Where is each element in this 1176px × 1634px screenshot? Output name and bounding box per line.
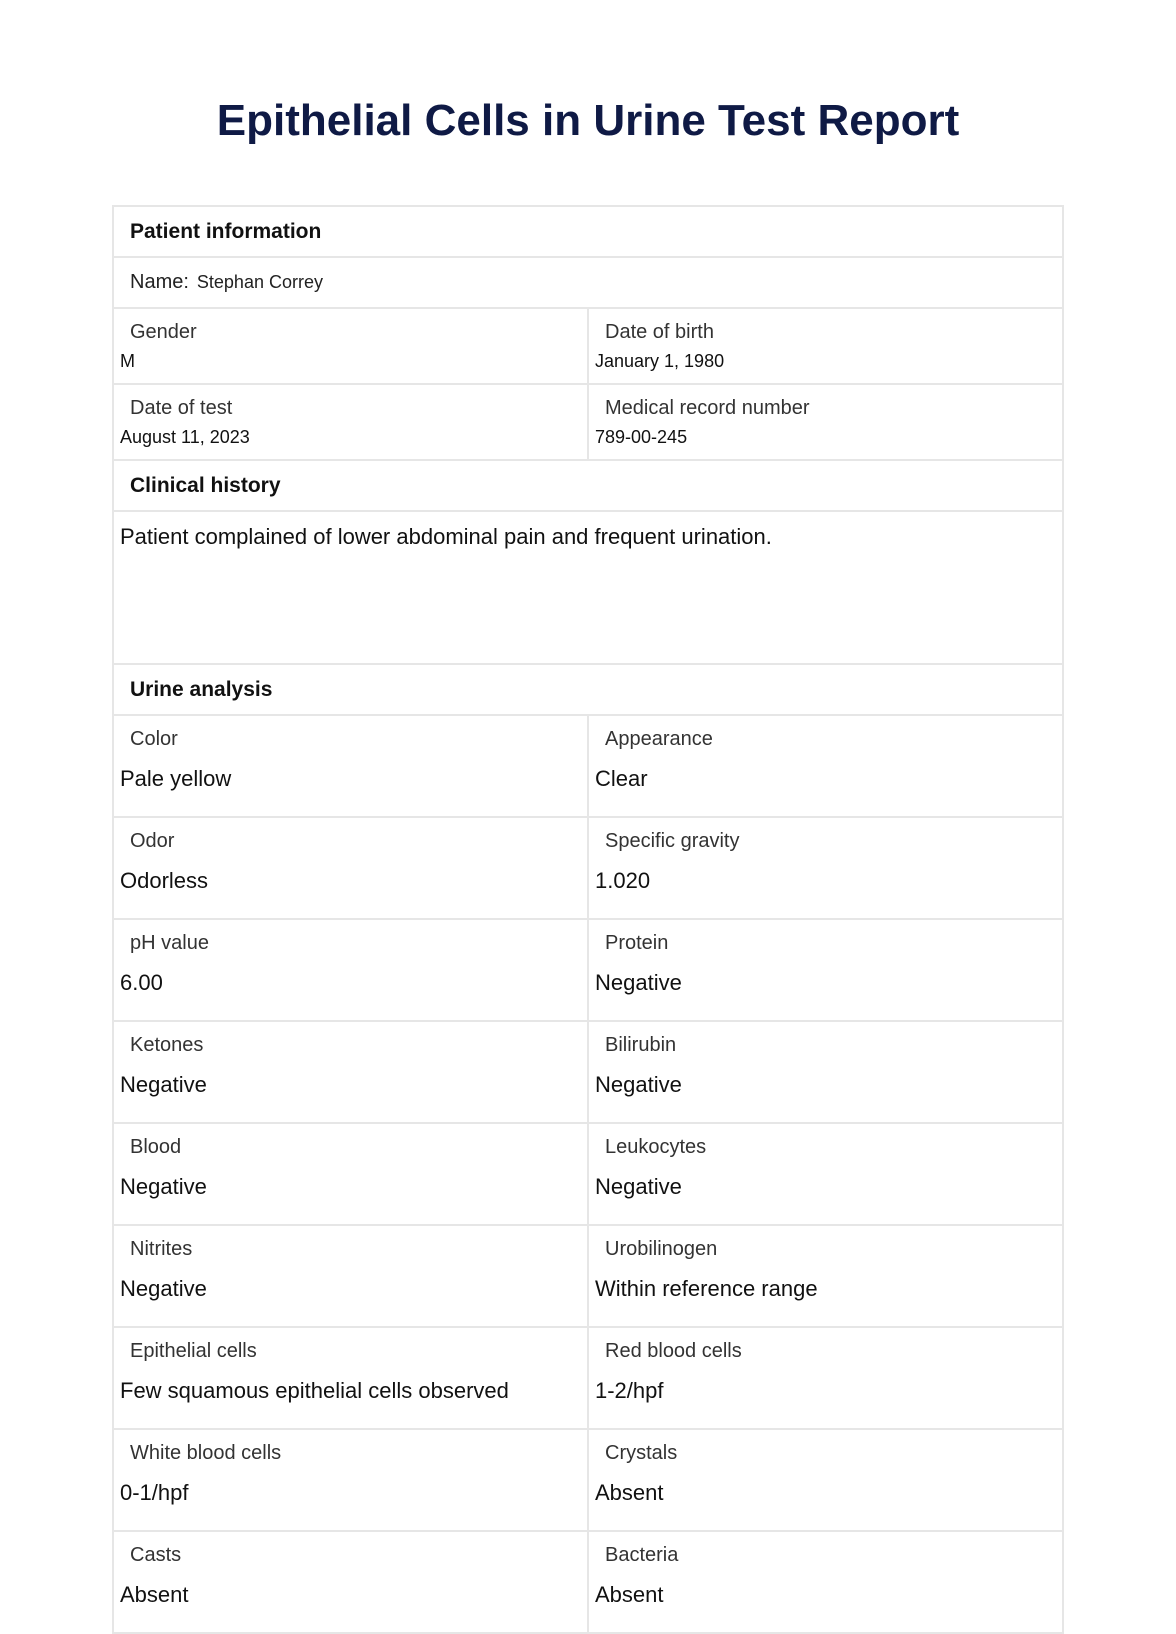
table-row bbox=[114, 1430, 1062, 1532]
field-cell bbox=[114, 1532, 587, 1632]
field-label: Odor bbox=[130, 830, 175, 852]
field-value: 6.00 bbox=[120, 970, 163, 995]
field-label: Specific gravity bbox=[605, 830, 740, 852]
field-label: Nitrites bbox=[130, 1238, 193, 1260]
field-cell bbox=[114, 920, 587, 1020]
field-cell bbox=[587, 1226, 1062, 1326]
field-label: Crystals bbox=[605, 1442, 678, 1464]
table-row bbox=[114, 1124, 1062, 1226]
field-cell bbox=[114, 716, 587, 816]
field-cell bbox=[587, 309, 1062, 383]
field-label: Color bbox=[130, 728, 178, 750]
field-cell bbox=[587, 385, 1062, 459]
table-row bbox=[114, 385, 1062, 461]
field-value: Within reference range bbox=[595, 1276, 818, 1301]
field-cell bbox=[114, 1124, 587, 1224]
field-label: Ketones bbox=[130, 1034, 204, 1056]
field-label: Protein bbox=[605, 932, 669, 954]
field-cell bbox=[114, 1328, 587, 1428]
urine-analysis-header: Urine analysis bbox=[130, 678, 273, 701]
field-value: Negative bbox=[595, 1072, 682, 1097]
field-value: Absent bbox=[595, 1480, 664, 1505]
page-title: Epithelial Cells in Urine Test Report bbox=[216, 96, 960, 145]
field-value: 1.020 bbox=[595, 868, 651, 893]
field-label: White blood cells bbox=[130, 1442, 282, 1464]
field-cell bbox=[587, 1328, 1062, 1428]
field-value: M bbox=[120, 351, 135, 371]
field-cell bbox=[587, 716, 1062, 816]
field-label: Bacteria bbox=[605, 1544, 679, 1566]
table-row bbox=[114, 1022, 1062, 1124]
field-cell bbox=[114, 1430, 587, 1530]
table-row bbox=[114, 1226, 1062, 1328]
field-cell bbox=[114, 1022, 587, 1122]
field-label: Blood bbox=[130, 1136, 182, 1158]
field-label: Bilirubin bbox=[605, 1034, 677, 1056]
name-value: Stephan Correy bbox=[196, 272, 323, 292]
field-cell bbox=[587, 1022, 1062, 1122]
field-value: Negative bbox=[120, 1072, 207, 1097]
field-cell bbox=[587, 1532, 1062, 1632]
field-value: Odorless bbox=[120, 868, 209, 893]
field-label: pH value bbox=[130, 932, 209, 954]
field-value: Few squamous epithelial cells observed bbox=[120, 1378, 509, 1403]
report-table bbox=[112, 205, 1064, 1634]
table-row bbox=[114, 309, 1062, 385]
field-label: Appearance bbox=[605, 728, 713, 750]
field-label: Medical record number bbox=[605, 397, 810, 419]
patient-info-header: Patient information bbox=[130, 220, 322, 243]
clinical-history-text: Patient complained of lower abdominal pain and frequent urination. bbox=[120, 524, 772, 549]
field-cell bbox=[114, 1226, 587, 1326]
table-row bbox=[114, 1328, 1062, 1430]
field-value: Pale yellow bbox=[120, 766, 232, 791]
field-value: 0-1/hpf bbox=[120, 1480, 189, 1505]
field-cell bbox=[587, 1124, 1062, 1224]
field-value: Negative bbox=[120, 1276, 207, 1301]
field-value: Negative bbox=[120, 1174, 207, 1199]
field-value: Negative bbox=[595, 970, 682, 995]
field-label: Casts bbox=[130, 1544, 182, 1566]
field-value: 1-2/hpf bbox=[595, 1378, 664, 1403]
field-value: 789-00-245 bbox=[595, 427, 688, 447]
table-row bbox=[114, 1532, 1062, 1632]
field-cell bbox=[587, 818, 1062, 918]
table-row bbox=[114, 818, 1062, 920]
field-label: Epithelial cells bbox=[130, 1340, 257, 1362]
field-label: Date of birth bbox=[605, 321, 714, 343]
field-value: Clear bbox=[595, 766, 648, 791]
field-label: Red blood cells bbox=[605, 1340, 742, 1362]
field-label: Date of test bbox=[130, 397, 233, 419]
field-cell bbox=[114, 818, 587, 918]
field-cell bbox=[587, 1430, 1062, 1530]
field-cell bbox=[114, 309, 587, 383]
table-row bbox=[114, 920, 1062, 1022]
field-label: Gender bbox=[130, 321, 197, 343]
field-value: January 1, 1980 bbox=[595, 351, 725, 371]
field-label: Leukocytes bbox=[605, 1136, 707, 1158]
field-label: Urobilinogen bbox=[605, 1238, 718, 1260]
field-cell bbox=[114, 385, 587, 459]
field-value: Negative bbox=[595, 1174, 682, 1199]
name-label: Name: bbox=[130, 271, 189, 293]
name-row bbox=[114, 258, 1062, 307]
field-cell bbox=[587, 920, 1062, 1020]
clinical-history-header: Clinical history bbox=[130, 474, 281, 497]
field-value: Absent bbox=[595, 1582, 664, 1607]
field-value: August 11, 2023 bbox=[120, 427, 250, 447]
table-row bbox=[114, 716, 1062, 818]
field-value: Absent bbox=[120, 1582, 189, 1607]
